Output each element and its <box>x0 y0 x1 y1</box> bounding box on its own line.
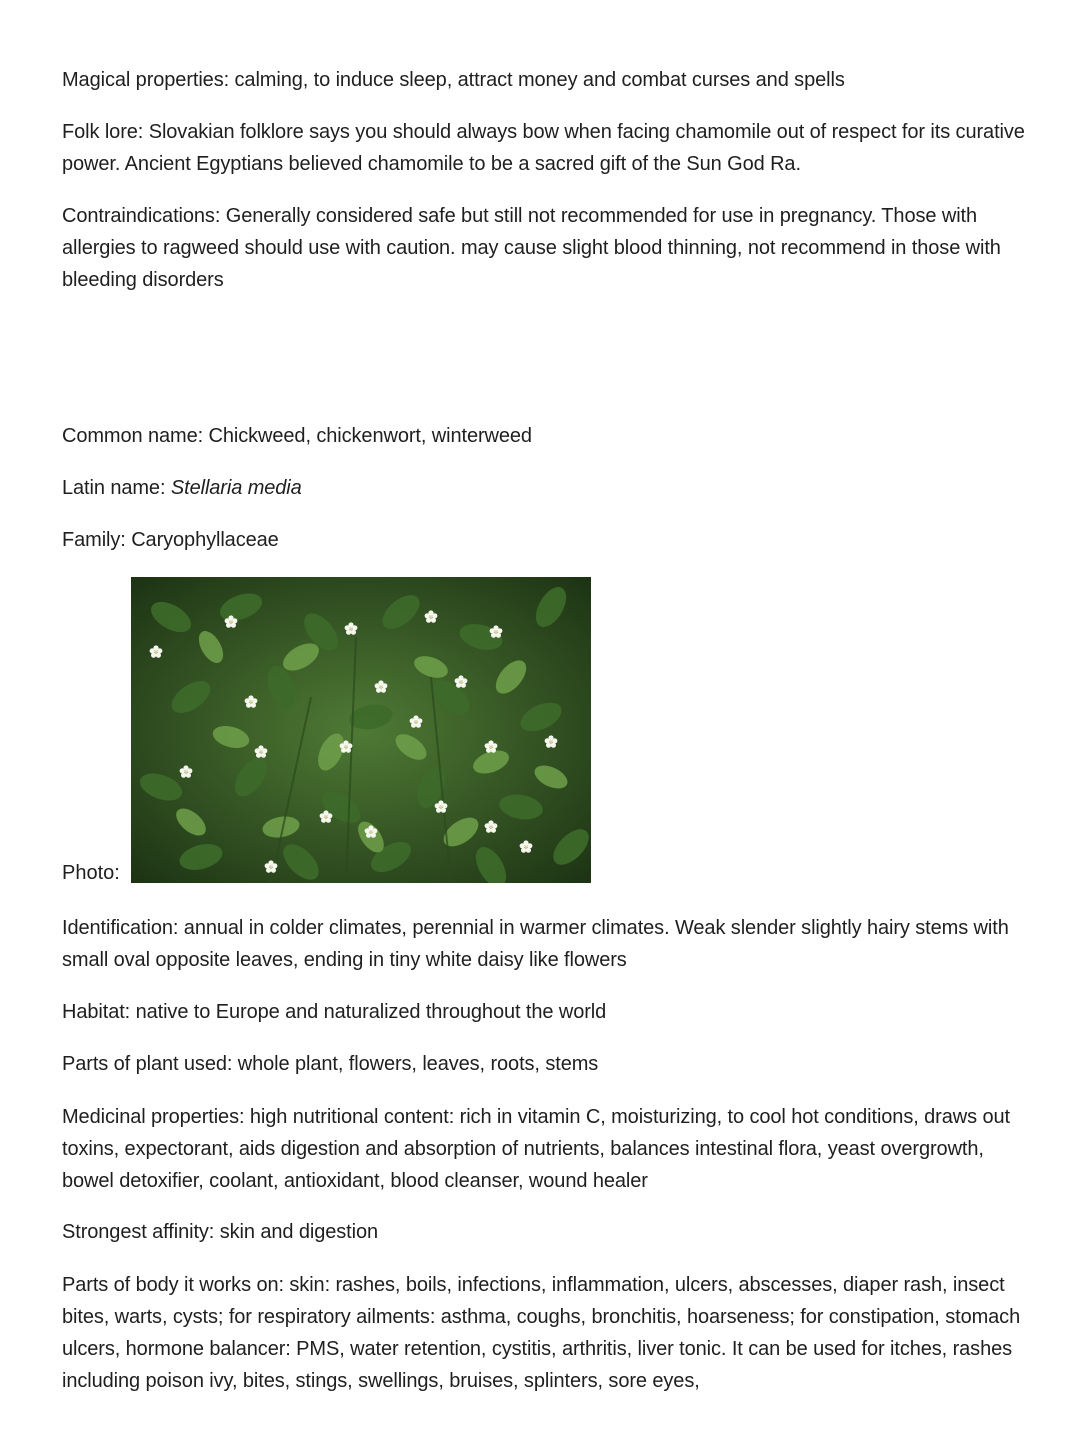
parts-used-paragraph: Parts of plant used: whole plant, flowers, leaves, roots, stems <box>62 1053 599 1075</box>
medicinal-properties-paragraph: Medicinal properties: high nutritional content: rich in vitamin C, moisturizing, to cool hot conditions, draws out toxins, expectorant, aids digestion and absorption of nutrients, balances intestinal flora, yeast overgrowth, bowel detoxifier, coolant, antioxidant, blood cleanser, wound healer <box>62 1106 1010 1192</box>
common-name-paragraph: Common name: Chickweed, chickenwort, winterweed <box>62 425 532 447</box>
latin-name-label: Latin name: <box>62 477 171 499</box>
identification-paragraph: Identification: annual in colder climates, perennial in warmer climates. Weak slender slightly hairy stems with small oval opposite leaves, ending in tiny white daisy like flowers <box>62 917 1009 971</box>
latin-name-paragraph <box>62 472 302 504</box>
folk-lore-paragraph: Folk lore: Slovakian folklore says you should always bow when facing chamomile out of respect for its curative power. Ancient Egyptians believed chamomile to be a sacred gift of the Sun God Ra. <box>62 121 1025 175</box>
body-parts-paragraph: Parts of body it works on: skin: rashes, boils, infections, inflammation, ulcers, abscesses, diaper rash, insect bites, warts, cysts; for respiratory ailments: asthma, coughs, bronchitis, hoarseness; for constipation, stomach ulcers, hormone balancer: PMS, water retention, cystitis, arthritis, liver tonic. It can be used for itches, rashes including poison ivy, bites, stings, swellings, bruises, splinters, sore eyes, <box>62 1274 1021 1392</box>
habitat-paragraph: Habitat: native to Europe and naturalized throughout the world <box>62 1001 607 1023</box>
photo-label: Photo: <box>62 862 120 884</box>
latin-name-value: Stellaria media <box>170 477 302 499</box>
magical-properties-paragraph: Magical properties: calming, to induce sleep, attract money and combat curses and spells <box>62 69 845 91</box>
family-paragraph: Family: Caryophyllaceae <box>62 529 279 551</box>
photo-row <box>62 577 662 883</box>
contraindications-paragraph: Contraindications: Generally considered safe but still not recommended for use in pregnancy. Those with allergies to ragweed should use with caution. may cause slight blood thinning, not recommend in those with bleeding disorders <box>62 205 1001 291</box>
strongest-affinity-paragraph: Strongest affinity: skin and digestion <box>62 1221 379 1243</box>
chickweed-photo <box>131 577 591 883</box>
